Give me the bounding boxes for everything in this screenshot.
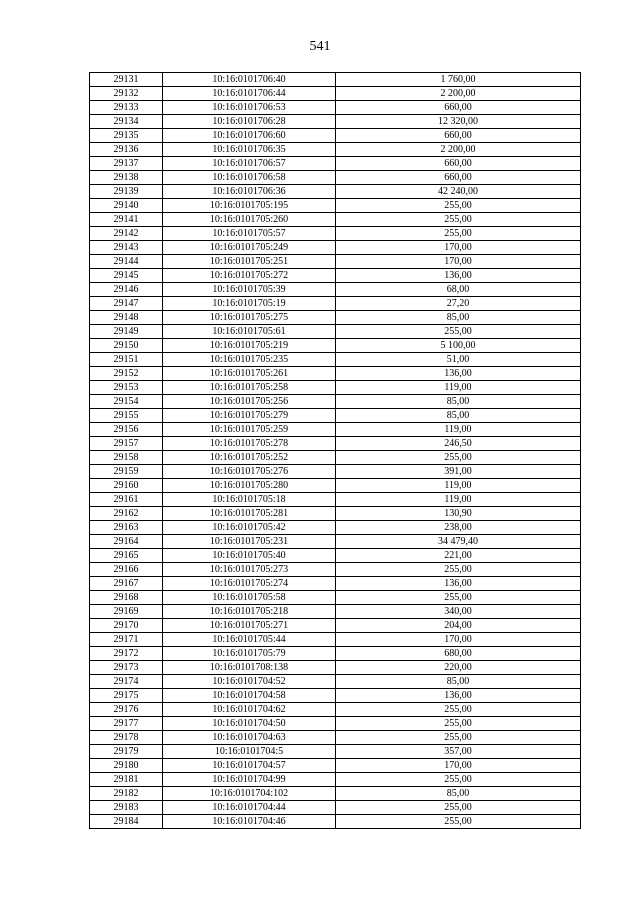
cadastral-number-cell: 10:16:0101705:260	[163, 213, 336, 227]
table-row	[90, 409, 581, 423]
cadastral-number-cell: 10:16:0101705:278	[163, 437, 336, 451]
value-cell: 255,00	[336, 591, 581, 605]
row-number-cell: 29157	[90, 437, 163, 451]
value-cell: 391,00	[336, 465, 581, 479]
row-number-cell: 29156	[90, 423, 163, 437]
row-number-cell: 29150	[90, 339, 163, 353]
cadastral-number-cell: 10:16:0101705:251	[163, 255, 336, 269]
value-cell: 221,00	[336, 549, 581, 563]
table-row	[90, 577, 581, 591]
cadastral-number-cell: 10:16:0101706:53	[163, 101, 336, 115]
value-cell: 119,00	[336, 493, 581, 507]
cadastral-number-cell: 10:16:0101705:18	[163, 493, 336, 507]
row-number-cell: 29172	[90, 647, 163, 661]
table-row	[90, 395, 581, 409]
cadastral-number-cell: 10:16:0101704:99	[163, 773, 336, 787]
row-number-cell: 29166	[90, 563, 163, 577]
table-row	[90, 689, 581, 703]
table-row	[90, 101, 581, 115]
row-number-cell: 29183	[90, 801, 163, 815]
table-row	[90, 703, 581, 717]
row-number-cell: 29140	[90, 199, 163, 213]
value-cell: 85,00	[336, 409, 581, 423]
cadastral-number-cell: 10:16:0101705:261	[163, 367, 336, 381]
row-number-cell: 29161	[90, 493, 163, 507]
table-row	[90, 381, 581, 395]
value-cell: 246,50	[336, 437, 581, 451]
row-number-cell: 29167	[90, 577, 163, 591]
value-cell: 680,00	[336, 647, 581, 661]
value-cell: 42 240,00	[336, 185, 581, 199]
cadastral-number-cell: 10:16:0101705:271	[163, 619, 336, 633]
row-number-cell: 29173	[90, 661, 163, 675]
row-number-cell: 29146	[90, 283, 163, 297]
table-row	[90, 185, 581, 199]
cadastral-number-cell: 10:16:0101706:36	[163, 185, 336, 199]
table-row	[90, 773, 581, 787]
cadastral-number-cell: 10:16:0101705:19	[163, 297, 336, 311]
value-cell: 2 200,00	[336, 143, 581, 157]
table-row	[90, 759, 581, 773]
row-number-cell: 29174	[90, 675, 163, 689]
cadastral-number-cell: 10:16:0101705:40	[163, 549, 336, 563]
table-row	[90, 143, 581, 157]
row-number-cell: 29141	[90, 213, 163, 227]
row-number-cell: 29143	[90, 241, 163, 255]
value-cell: 170,00	[336, 241, 581, 255]
value-cell: 51,00	[336, 353, 581, 367]
value-cell: 660,00	[336, 157, 581, 171]
value-cell: 357,00	[336, 745, 581, 759]
row-number-cell: 29133	[90, 101, 163, 115]
row-number-cell: 29163	[90, 521, 163, 535]
table-row	[90, 479, 581, 493]
cadastral-number-cell: 10:16:0101705:275	[163, 311, 336, 325]
value-cell: 136,00	[336, 367, 581, 381]
cadastral-number-cell: 10:16:0101705:256	[163, 395, 336, 409]
cadastral-number-cell: 10:16:0101706:35	[163, 143, 336, 157]
value-cell: 255,00	[336, 451, 581, 465]
table-row	[90, 633, 581, 647]
value-cell: 204,00	[336, 619, 581, 633]
cadastral-number-cell: 10:16:0101705:273	[163, 563, 336, 577]
value-cell: 12 320,00	[336, 115, 581, 129]
row-number-cell: 29144	[90, 255, 163, 269]
cadastral-number-cell: 10:16:0101705:272	[163, 269, 336, 283]
cadastral-number-cell: 10:16:0101704:5	[163, 745, 336, 759]
value-cell: 340,00	[336, 605, 581, 619]
row-number-cell: 29145	[90, 269, 163, 283]
cadastral-number-cell: 10:16:0101705:218	[163, 605, 336, 619]
row-number-cell: 29175	[90, 689, 163, 703]
value-cell: 255,00	[336, 703, 581, 717]
cadastral-number-cell: 10:16:0101705:259	[163, 423, 336, 437]
table-row	[90, 367, 581, 381]
row-number-cell: 29170	[90, 619, 163, 633]
cadastral-number-cell: 10:16:0101706:57	[163, 157, 336, 171]
cadastral-value-table	[89, 72, 581, 829]
cadastral-number-cell: 10:16:0101704:58	[163, 689, 336, 703]
table-row	[90, 227, 581, 241]
row-number-cell: 29180	[90, 759, 163, 773]
row-number-cell: 29155	[90, 409, 163, 423]
row-number-cell: 29178	[90, 731, 163, 745]
table-row	[90, 521, 581, 535]
cadastral-number-cell: 10:16:0101704:62	[163, 703, 336, 717]
row-number-cell: 29147	[90, 297, 163, 311]
cadastral-number-cell: 10:16:0101705:195	[163, 199, 336, 213]
table-row	[90, 213, 581, 227]
row-number-cell: 29176	[90, 703, 163, 717]
cadastral-number-cell: 10:16:0101705:39	[163, 283, 336, 297]
table-row	[90, 647, 581, 661]
cadastral-number-cell: 10:16:0101705:44	[163, 633, 336, 647]
cadastral-number-cell: 10:16:0101706:58	[163, 171, 336, 185]
value-cell: 255,00	[336, 815, 581, 829]
row-number-cell: 29160	[90, 479, 163, 493]
table-row	[90, 353, 581, 367]
value-cell: 255,00	[336, 199, 581, 213]
row-number-cell: 29152	[90, 367, 163, 381]
row-number-cell: 29181	[90, 773, 163, 787]
value-cell: 255,00	[336, 563, 581, 577]
cadastral-number-cell: 10:16:0101705:57	[163, 227, 336, 241]
cadastral-number-cell: 10:16:0101705:276	[163, 465, 336, 479]
row-number-cell: 29164	[90, 535, 163, 549]
table-row	[90, 535, 581, 549]
table-row	[90, 255, 581, 269]
cadastral-number-cell: 10:16:0101704:57	[163, 759, 336, 773]
row-number-cell: 29165	[90, 549, 163, 563]
table-row	[90, 717, 581, 731]
cadastral-number-cell: 10:16:0101708:138	[163, 661, 336, 675]
cadastral-number-cell: 10:16:0101705:58	[163, 591, 336, 605]
table-row	[90, 619, 581, 633]
cadastral-number-cell: 10:16:0101705:235	[163, 353, 336, 367]
cadastral-number-cell: 10:16:0101705:231	[163, 535, 336, 549]
value-cell: 1 760,00	[336, 73, 581, 87]
value-cell: 119,00	[336, 479, 581, 493]
row-number-cell: 29149	[90, 325, 163, 339]
cadastral-number-cell: 10:16:0101704:63	[163, 731, 336, 745]
table-row	[90, 451, 581, 465]
row-number-cell: 29153	[90, 381, 163, 395]
table-row	[90, 745, 581, 759]
row-number-cell: 29138	[90, 171, 163, 185]
row-number-cell: 29134	[90, 115, 163, 129]
table-row	[90, 661, 581, 675]
table-row	[90, 129, 581, 143]
row-number-cell: 29184	[90, 815, 163, 829]
value-cell: 85,00	[336, 675, 581, 689]
value-cell: 255,00	[336, 213, 581, 227]
row-number-cell: 29162	[90, 507, 163, 521]
table-row	[90, 325, 581, 339]
value-cell: 220,00	[336, 661, 581, 675]
table-row	[90, 115, 581, 129]
row-number-cell: 29148	[90, 311, 163, 325]
row-number-cell: 29136	[90, 143, 163, 157]
value-cell: 27,20	[336, 297, 581, 311]
row-number-cell: 29139	[90, 185, 163, 199]
cadastral-number-cell: 10:16:0101705:252	[163, 451, 336, 465]
row-number-cell: 29132	[90, 87, 163, 101]
value-cell: 238,00	[336, 521, 581, 535]
table-row	[90, 675, 581, 689]
cadastral-number-cell: 10:16:0101705:42	[163, 521, 336, 535]
row-number-cell: 29168	[90, 591, 163, 605]
table-row	[90, 437, 581, 451]
cadastral-number-cell: 10:16:0101704:50	[163, 717, 336, 731]
value-cell: 136,00	[336, 577, 581, 591]
table-row	[90, 801, 581, 815]
cadastral-number-cell: 10:16:0101706:44	[163, 87, 336, 101]
page-number: 541	[309, 39, 331, 54]
table-row	[90, 605, 581, 619]
cadastral-number-cell: 10:16:0101705:274	[163, 577, 336, 591]
table-row	[90, 423, 581, 437]
table-row	[90, 507, 581, 521]
cadastral-number-cell: 10:16:0101705:281	[163, 507, 336, 521]
value-cell: 255,00	[336, 717, 581, 731]
value-cell: 2 200,00	[336, 87, 581, 101]
table-row	[90, 73, 581, 87]
table-row	[90, 815, 581, 829]
value-cell: 255,00	[336, 801, 581, 815]
cadastral-number-cell: 10:16:0101705:61	[163, 325, 336, 339]
cadastral-number-cell: 10:16:0101706:60	[163, 129, 336, 143]
row-number-cell: 29131	[90, 73, 163, 87]
table-row	[90, 171, 581, 185]
row-number-cell: 29177	[90, 717, 163, 731]
cadastral-number-cell: 10:16:0101705:280	[163, 479, 336, 493]
value-cell: 255,00	[336, 227, 581, 241]
table-row	[90, 311, 581, 325]
cadastral-number-cell: 10:16:0101704:46	[163, 815, 336, 829]
value-cell: 136,00	[336, 269, 581, 283]
table-row	[90, 87, 581, 101]
value-cell: 119,00	[336, 381, 581, 395]
row-number-cell: 29169	[90, 605, 163, 619]
value-cell: 170,00	[336, 633, 581, 647]
table-row	[90, 199, 581, 213]
cadastral-number-cell: 10:16:0101705:79	[163, 647, 336, 661]
row-number-cell: 29179	[90, 745, 163, 759]
value-cell: 660,00	[336, 171, 581, 185]
row-number-cell: 29182	[90, 787, 163, 801]
row-number-cell: 29135	[90, 129, 163, 143]
table-row	[90, 493, 581, 507]
value-cell: 68,00	[336, 283, 581, 297]
table-row	[90, 549, 581, 563]
table-row	[90, 787, 581, 801]
row-number-cell: 29151	[90, 353, 163, 367]
table-row	[90, 157, 581, 171]
table-row	[90, 731, 581, 745]
table-row	[90, 591, 581, 605]
row-number-cell: 29142	[90, 227, 163, 241]
table-row	[90, 269, 581, 283]
cadastral-number-cell: 10:16:0101705:249	[163, 241, 336, 255]
table-row	[90, 465, 581, 479]
value-cell: 130,90	[336, 507, 581, 521]
table-row	[90, 339, 581, 353]
row-number-cell: 29158	[90, 451, 163, 465]
value-cell: 85,00	[336, 787, 581, 801]
cadastral-number-cell: 10:16:0101704:52	[163, 675, 336, 689]
value-cell: 119,00	[336, 423, 581, 437]
value-cell: 5 100,00	[336, 339, 581, 353]
row-number-cell: 29159	[90, 465, 163, 479]
cadastral-number-cell: 10:16:0101705:258	[163, 381, 336, 395]
value-cell: 170,00	[336, 255, 581, 269]
cadastral-number-cell: 10:16:0101706:28	[163, 115, 336, 129]
row-number-cell: 29171	[90, 633, 163, 647]
value-cell: 255,00	[336, 731, 581, 745]
cadastral-number-cell: 10:16:0101705:279	[163, 409, 336, 423]
row-number-cell: 29154	[90, 395, 163, 409]
value-cell: 34 479,40	[336, 535, 581, 549]
table-body	[90, 73, 581, 829]
cadastral-number-cell: 10:16:0101704:44	[163, 801, 336, 815]
cadastral-number-cell: 10:16:0101704:102	[163, 787, 336, 801]
table-row	[90, 297, 581, 311]
value-cell: 85,00	[336, 395, 581, 409]
value-cell: 660,00	[336, 129, 581, 143]
value-cell: 660,00	[336, 101, 581, 115]
table-row	[90, 241, 581, 255]
table-row	[90, 563, 581, 577]
cadastral-number-cell: 10:16:0101705:219	[163, 339, 336, 353]
cadastral-number-cell: 10:16:0101706:40	[163, 73, 336, 87]
value-cell: 136,00	[336, 689, 581, 703]
value-cell: 255,00	[336, 773, 581, 787]
table-row	[90, 283, 581, 297]
value-cell: 85,00	[336, 311, 581, 325]
value-cell: 170,00	[336, 759, 581, 773]
row-number-cell: 29137	[90, 157, 163, 171]
value-cell: 255,00	[336, 325, 581, 339]
